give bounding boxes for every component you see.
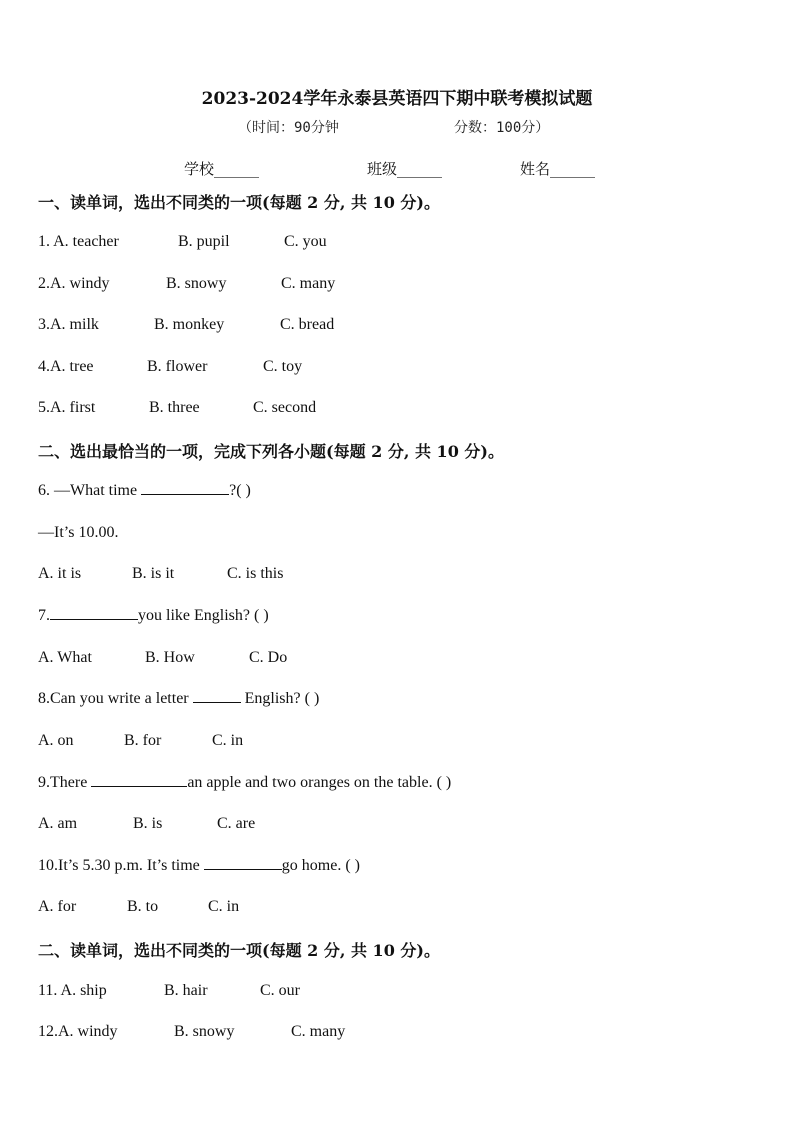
answer-blank <box>141 493 229 495</box>
option-a: A. it is <box>38 565 82 582</box>
question-6-dialogue: —It’s 10.00. <box>38 524 119 541</box>
question-text: an apple and two oranges on the table. ( ) <box>187 774 452 791</box>
question-8 <box>38 690 319 708</box>
question-text: 9.There <box>38 774 92 791</box>
question-9 <box>38 774 451 792</box>
exam-time: （时间：90分钟 <box>238 120 339 136</box>
school-field: 学校______ <box>184 160 260 178</box>
option-c: C. second <box>253 399 317 416</box>
option-b: B. is <box>133 815 163 832</box>
option-c: C. toy <box>263 358 303 375</box>
option-c: C. bread <box>280 316 335 333</box>
question-text: 8.Can you write a letter <box>38 690 193 707</box>
option-b: B. pupil <box>178 233 230 250</box>
option-c: C. you <box>284 233 327 250</box>
exam-score: 分数：100分） <box>454 120 550 136</box>
section-heading: 二、读单词，选出不同类的一项(每题 2 分, 共 10 分)。 <box>38 941 440 960</box>
option-b: B. is it <box>132 565 175 582</box>
option-b: B. three <box>149 399 200 416</box>
option-c: C. is this <box>227 565 284 582</box>
question-text: English? ( ) <box>240 690 320 707</box>
option-a: 2.A. windy <box>38 275 110 292</box>
option-a: 11. A. ship <box>38 982 107 999</box>
answer-blank <box>204 868 282 870</box>
question-6 <box>38 482 251 500</box>
question-10 <box>38 857 360 875</box>
option-c: C. in <box>212 732 244 749</box>
option-b: B. to <box>127 898 159 915</box>
name-field: 姓名______ <box>520 160 596 178</box>
question-7 <box>38 607 269 625</box>
option-b: B. How <box>145 649 195 666</box>
option-c: C. our <box>260 982 300 999</box>
question-text: 7. <box>38 607 50 624</box>
question-text: 6. —What time <box>38 482 142 499</box>
answer-blank <box>50 618 138 620</box>
option-a: 12.A. windy <box>38 1023 118 1040</box>
option-c: C. many <box>291 1023 346 1040</box>
section-heading: 二、选出最恰当的一项，完成下列各小题(每题 2 分, 共 10 分)。 <box>38 442 504 461</box>
option-b: B. monkey <box>154 316 225 333</box>
option-c: C. in <box>208 898 240 915</box>
answer-blank <box>91 785 187 787</box>
section-heading: 一、读单词，选出不同类的一项(每题 2 分, 共 10 分)。 <box>38 193 440 212</box>
option-b: B. snowy <box>166 275 227 292</box>
option-b: B. for <box>124 732 162 749</box>
option-c: C. Do <box>249 649 288 666</box>
option-a: A. for <box>38 898 77 915</box>
option-a: 3.A. milk <box>38 316 99 333</box>
option-a: 5.A. first <box>38 399 96 416</box>
question-text: 10.It’s 5.30 p.m. It’s time <box>38 857 204 874</box>
option-a: A. What <box>38 649 92 666</box>
option-b: B. snowy <box>174 1023 235 1040</box>
option-a: 4.A. tree <box>38 358 94 375</box>
option-c: C. many <box>281 275 336 292</box>
option-a: A. am <box>38 815 78 832</box>
answer-blank <box>193 701 241 703</box>
option-a: 1. A. teacher <box>38 233 119 250</box>
option-a: A. on <box>38 732 74 749</box>
option-b: B. hair <box>164 982 208 999</box>
question-text: you like English? ( ) <box>138 607 269 624</box>
question-text: ?( ) <box>229 482 251 499</box>
option-c: C. are <box>217 815 256 832</box>
question-text: go home. ( ) <box>281 857 360 874</box>
exam-title: 2023-2024学年永泰县英语四下期中联考模拟试题 <box>201 89 593 109</box>
class-field: 班级______ <box>367 160 443 178</box>
option-b: B. flower <box>147 358 208 375</box>
